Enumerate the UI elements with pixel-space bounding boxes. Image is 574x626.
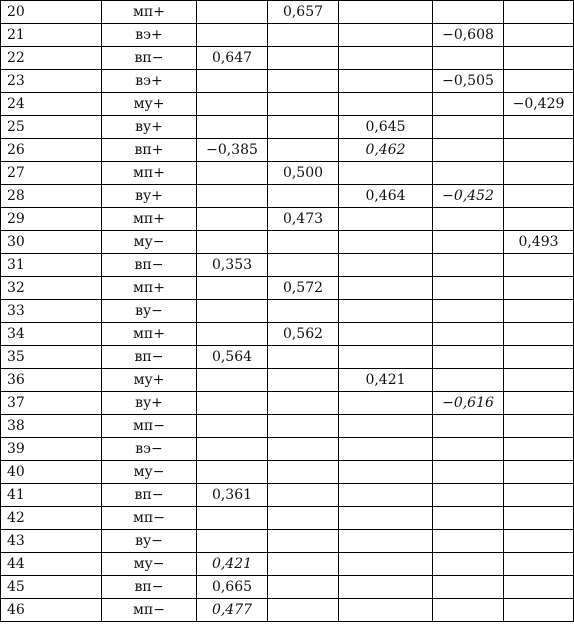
item-code: мп− <box>102 599 197 622</box>
loading-cell <box>197 185 268 208</box>
loading-cell <box>339 93 433 116</box>
table-row <box>1 507 574 530</box>
table-row <box>1 576 574 599</box>
loading-cell <box>339 300 433 323</box>
loading-cell <box>504 208 574 231</box>
row-number: 45 <box>1 576 102 599</box>
loading-cell <box>504 47 574 70</box>
loading-cell: 0,500 <box>268 162 339 185</box>
loading-cell: 0,462 <box>339 139 433 162</box>
row-number: 41 <box>1 484 102 507</box>
loading-cell <box>504 300 574 323</box>
loading-cell <box>339 254 433 277</box>
loading-cell <box>433 162 504 185</box>
table-row <box>1 24 574 47</box>
row-number: 44 <box>1 553 102 576</box>
loading-cell <box>197 116 268 139</box>
loading-cell <box>433 1 504 24</box>
row-number: 28 <box>1 185 102 208</box>
loading-cell <box>504 116 574 139</box>
item-code: ву− <box>102 300 197 323</box>
item-code: ву+ <box>102 185 197 208</box>
loading-cell <box>197 392 268 415</box>
loading-cell: 0,464 <box>339 185 433 208</box>
loading-cell: −0,616 <box>433 392 504 415</box>
loading-cell <box>268 116 339 139</box>
loading-cell <box>268 507 339 530</box>
loading-cell <box>268 254 339 277</box>
item-code: мп+ <box>102 277 197 300</box>
loading-cell <box>433 415 504 438</box>
row-number: 35 <box>1 346 102 369</box>
loading-cell <box>433 231 504 254</box>
table-row <box>1 438 574 461</box>
row-number: 34 <box>1 323 102 346</box>
row-number: 36 <box>1 369 102 392</box>
loading-cell: 0,493 <box>504 231 574 254</box>
item-code: вэ− <box>102 438 197 461</box>
loading-cell <box>197 415 268 438</box>
loading-cell <box>339 484 433 507</box>
loading-cell <box>504 507 574 530</box>
row-number: 26 <box>1 139 102 162</box>
row-number: 32 <box>1 277 102 300</box>
loading-cell: 0,645 <box>339 116 433 139</box>
loading-cell <box>197 93 268 116</box>
loading-cell <box>504 415 574 438</box>
loading-cell <box>504 70 574 93</box>
loading-cell <box>433 116 504 139</box>
loading-cell <box>339 392 433 415</box>
loading-cell <box>197 1 268 24</box>
row-number: 37 <box>1 392 102 415</box>
item-code: ву+ <box>102 116 197 139</box>
table-row <box>1 553 574 576</box>
loading-cell <box>339 162 433 185</box>
loading-cell <box>268 415 339 438</box>
item-code: вп− <box>102 484 197 507</box>
row-number: 25 <box>1 116 102 139</box>
loading-cell <box>433 438 504 461</box>
item-code: вп− <box>102 47 197 70</box>
loading-cell: 0,421 <box>339 369 433 392</box>
loading-cell <box>504 484 574 507</box>
table-row <box>1 300 574 323</box>
item-code: вэ+ <box>102 24 197 47</box>
loading-cell <box>504 553 574 576</box>
loading-cell <box>433 599 504 622</box>
loading-cell <box>197 438 268 461</box>
loading-cell: −0,505 <box>433 70 504 93</box>
loading-cell: 0,477 <box>197 599 268 622</box>
row-number: 27 <box>1 162 102 185</box>
loading-cell <box>504 530 574 553</box>
item-code: му+ <box>102 369 197 392</box>
table-row <box>1 139 574 162</box>
loading-cell <box>268 576 339 599</box>
row-number: 21 <box>1 24 102 47</box>
loading-cell <box>433 277 504 300</box>
loading-cell: −0,608 <box>433 24 504 47</box>
loading-cell <box>268 392 339 415</box>
loading-cell <box>268 70 339 93</box>
loading-cell <box>268 438 339 461</box>
item-code: мп− <box>102 507 197 530</box>
loading-cell <box>197 530 268 553</box>
loading-cell <box>504 1 574 24</box>
loading-cell <box>339 47 433 70</box>
item-code: му− <box>102 553 197 576</box>
loading-cell: 0,562 <box>268 323 339 346</box>
loading-cell <box>268 369 339 392</box>
row-number: 40 <box>1 461 102 484</box>
loading-cell <box>339 24 433 47</box>
loading-cell <box>504 576 574 599</box>
loading-cell <box>339 438 433 461</box>
loading-cell <box>433 323 504 346</box>
loading-cell <box>268 47 339 70</box>
loading-cell <box>197 70 268 93</box>
loading-cell <box>339 70 433 93</box>
loading-cell <box>197 24 268 47</box>
loading-cell <box>268 484 339 507</box>
loading-cell <box>504 254 574 277</box>
loading-cell <box>268 553 339 576</box>
loading-cell <box>433 576 504 599</box>
loading-cell <box>268 24 339 47</box>
loading-cell: 0,647 <box>197 47 268 70</box>
loading-cell <box>268 231 339 254</box>
loading-cell: 0,361 <box>197 484 268 507</box>
loading-cell <box>504 24 574 47</box>
loading-cell <box>197 300 268 323</box>
loading-cell <box>433 47 504 70</box>
loading-cell <box>197 369 268 392</box>
loading-cell <box>504 369 574 392</box>
loading-cell <box>339 530 433 553</box>
loading-cell: −0,452 <box>433 185 504 208</box>
table-row <box>1 346 574 369</box>
loading-cell <box>268 185 339 208</box>
loading-cell <box>339 323 433 346</box>
item-code: мп+ <box>102 162 197 185</box>
loading-cell <box>504 277 574 300</box>
table-row <box>1 185 574 208</box>
loading-cell <box>339 576 433 599</box>
item-code: му+ <box>102 93 197 116</box>
loading-cell <box>197 162 268 185</box>
loading-cell <box>433 254 504 277</box>
item-code: ву− <box>102 530 197 553</box>
loading-cell <box>339 553 433 576</box>
loading-cell <box>197 461 268 484</box>
table-row <box>1 47 574 70</box>
table-row <box>1 392 574 415</box>
table-row <box>1 1 574 24</box>
item-code: вп− <box>102 254 197 277</box>
loading-cell <box>268 461 339 484</box>
loading-cell <box>433 208 504 231</box>
loading-cell: 0,665 <box>197 576 268 599</box>
loading-cell: 0,353 <box>197 254 268 277</box>
loading-cell <box>339 507 433 530</box>
row-number: 38 <box>1 415 102 438</box>
table-row <box>1 461 574 484</box>
loading-cell <box>268 346 339 369</box>
row-number: 39 <box>1 438 102 461</box>
loading-cell <box>197 277 268 300</box>
loading-cell <box>433 530 504 553</box>
row-number: 46 <box>1 599 102 622</box>
row-number: 33 <box>1 300 102 323</box>
loading-cell <box>504 346 574 369</box>
row-number: 43 <box>1 530 102 553</box>
loading-cell <box>197 507 268 530</box>
loading-cell <box>339 277 433 300</box>
loading-cell: −0,429 <box>504 93 574 116</box>
item-code: вп− <box>102 576 197 599</box>
loading-cell <box>433 461 504 484</box>
loading-cell: 0,572 <box>268 277 339 300</box>
table-row <box>1 70 574 93</box>
loading-cell <box>433 139 504 162</box>
loading-cell <box>504 185 574 208</box>
item-code: мп+ <box>102 208 197 231</box>
loading-cell <box>339 415 433 438</box>
loading-cell <box>504 461 574 484</box>
loading-cell <box>433 300 504 323</box>
loading-cell <box>339 599 433 622</box>
item-code: мп+ <box>102 1 197 24</box>
loading-cell <box>197 208 268 231</box>
table-row <box>1 231 574 254</box>
table-row <box>1 530 574 553</box>
loading-cell <box>339 231 433 254</box>
loading-cell <box>197 323 268 346</box>
loading-cell <box>433 93 504 116</box>
loading-cell <box>504 438 574 461</box>
loading-cell <box>339 346 433 369</box>
row-number: 23 <box>1 70 102 93</box>
table-row <box>1 277 574 300</box>
loading-cell <box>433 484 504 507</box>
item-code: му− <box>102 461 197 484</box>
loading-cell: 0,564 <box>197 346 268 369</box>
loading-cell <box>433 553 504 576</box>
item-code: мп− <box>102 415 197 438</box>
row-number: 20 <box>1 1 102 24</box>
row-number: 42 <box>1 507 102 530</box>
table-row <box>1 208 574 231</box>
loading-cell <box>339 208 433 231</box>
table-row <box>1 369 574 392</box>
row-number: 30 <box>1 231 102 254</box>
row-number: 29 <box>1 208 102 231</box>
table-body <box>1 1 574 622</box>
loading-cell <box>504 599 574 622</box>
item-code: вп− <box>102 346 197 369</box>
loading-cell <box>504 162 574 185</box>
loading-cell: −0,385 <box>197 139 268 162</box>
table-row <box>1 599 574 622</box>
loading-cell <box>339 1 433 24</box>
table-row <box>1 323 574 346</box>
item-code: вэ+ <box>102 70 197 93</box>
loading-cell <box>268 300 339 323</box>
table-row <box>1 116 574 139</box>
loading-cell <box>268 599 339 622</box>
table-row <box>1 484 574 507</box>
item-code: мп+ <box>102 323 197 346</box>
table-row <box>1 93 574 116</box>
table-row <box>1 254 574 277</box>
loading-cell: 0,421 <box>197 553 268 576</box>
item-code: му− <box>102 231 197 254</box>
loading-cell <box>504 392 574 415</box>
table-row <box>1 415 574 438</box>
item-code: ву+ <box>102 392 197 415</box>
loading-cell <box>433 346 504 369</box>
loading-cell <box>433 369 504 392</box>
loading-cell <box>268 93 339 116</box>
loading-cell: 0,657 <box>268 1 339 24</box>
loading-cell <box>433 507 504 530</box>
row-number: 24 <box>1 93 102 116</box>
loading-cell: 0,473 <box>268 208 339 231</box>
loading-cell <box>339 461 433 484</box>
row-number: 22 <box>1 47 102 70</box>
item-code: вп+ <box>102 139 197 162</box>
loading-cell <box>197 231 268 254</box>
loading-cell <box>504 139 574 162</box>
row-number: 31 <box>1 254 102 277</box>
loading-cell <box>504 323 574 346</box>
table-row <box>1 162 574 185</box>
loading-cell <box>268 530 339 553</box>
loading-cell <box>268 139 339 162</box>
